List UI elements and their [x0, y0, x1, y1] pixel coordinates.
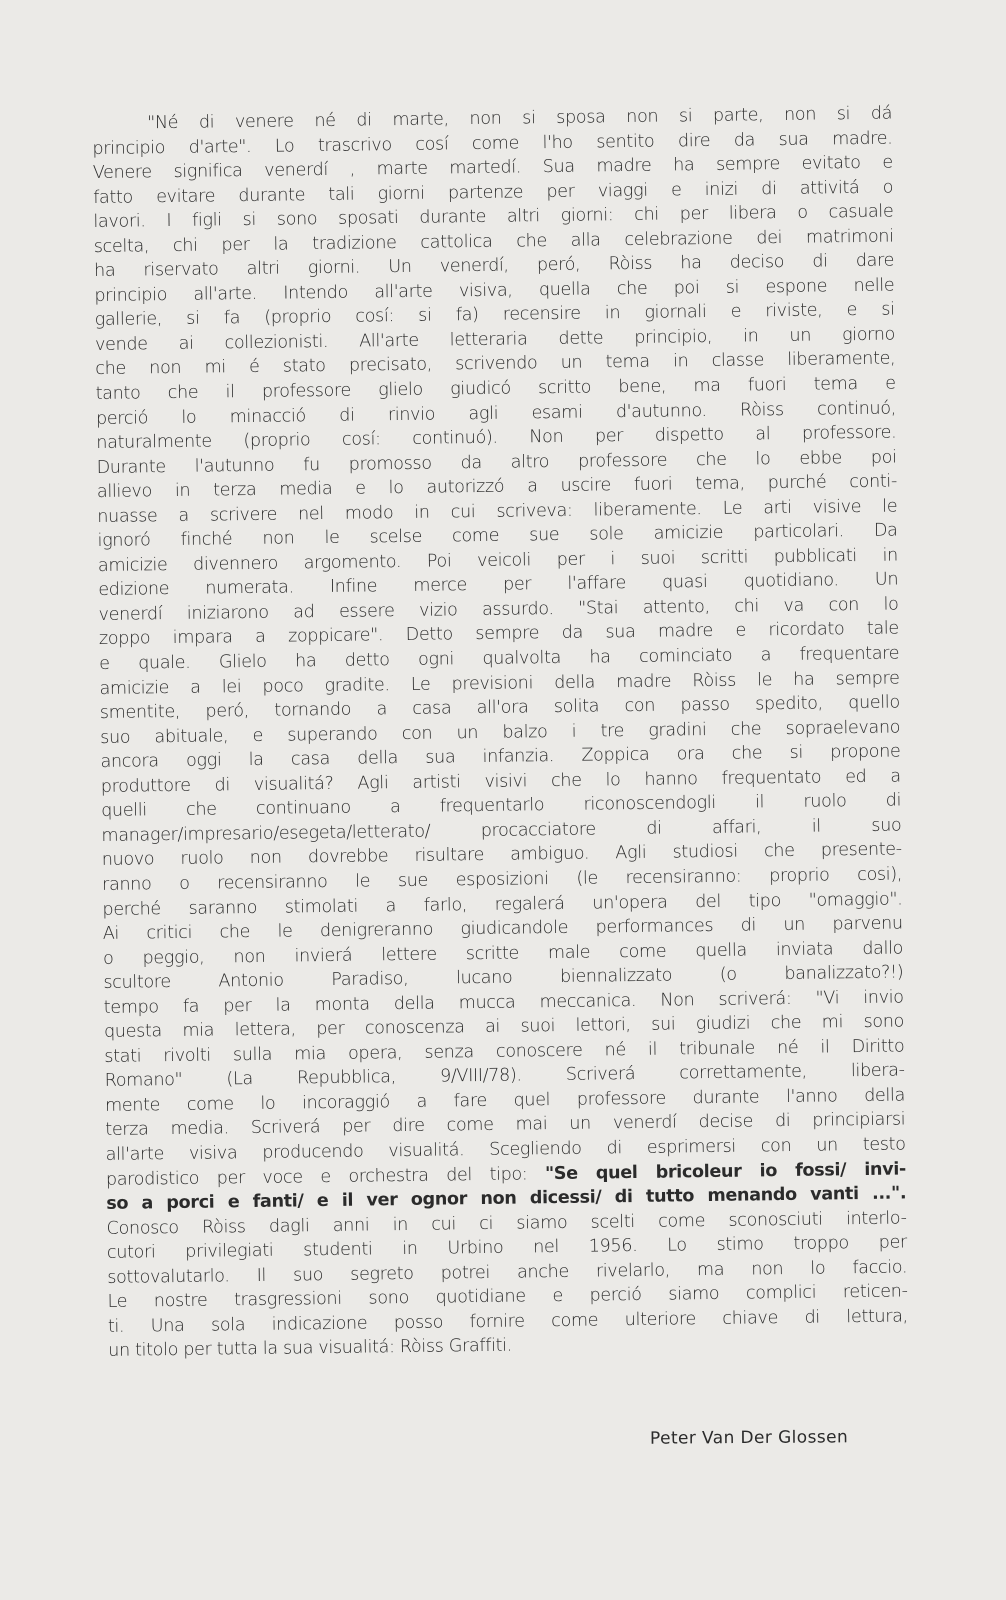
text-line: Venere significa venerdí , marte martedí. Sua madre ha sempre evitato e: [92, 152, 893, 184]
text-line: lavori. I figli si sono sposati durante altri giorni: chi per libera o casuale: [93, 201, 894, 233]
essay-body: [92, 102, 908, 1364]
bold-quote: "Se quel bricoleur io fossi/ invi-: [544, 1158, 907, 1184]
text-line: scultore Antonio Paradiso, lucano biennalizzato (o banalizzato?!): [103, 962, 904, 994]
text-line: edizione numerata. Infine merce per l'affare quasi quotidiano. Un: [98, 569, 899, 601]
text-line: Romano" (La Repubblica, 9/VIII/78). Scriverá correttamente, libera-: [104, 1060, 905, 1092]
text-line: ancora oggi la casa della sua infanzia. Zoppica ora che si propone: [100, 741, 901, 773]
text-line: fatto evitare durante tali giorni partenze per viaggi e inizi di attivitá o: [92, 177, 894, 208]
text-line: stati rivolti sulla mia opera, senza conoscere né il tribunale né il Diritto: [104, 1036, 905, 1067]
text-line: perció lo minacció di rinvio agli esami d'autunno. Ròiss continuó,: [95, 398, 897, 429]
text-line: perché saranno stimolati a farlo, regalerá un'opera del tipo "omaggio".: [102, 888, 903, 920]
text-line: Ai critici che le denigreranno giudicandole performances di un parvenu: [102, 913, 903, 944]
text-line: zoppo impara a zoppicare". Detto sempre da sua madre e ricordato tale: [98, 618, 899, 650]
text-line: venerdí iniziarono ad essere vizio assurdo. "Stai attento, chi va con lo: [98, 594, 899, 625]
text-line: ranno o recensiranno le sue esposizioni (le recensiranno: proprio cosi),: [101, 864, 903, 895]
text-line: amicizie a lei poco gradite. Le previsioni della madre Ròiss le ha sempre: [99, 668, 900, 699]
text-fragment: parodistico per voce e orchestra del tipo:: [105, 1163, 546, 1190]
text-line: Durante l'autunno fu promosso da altro professore che lo ebbe poi: [96, 447, 897, 478]
text-line: che non mi é stato precisato, scrivendo un tema in classe liberamente,: [95, 348, 896, 380]
text-line: o peggio, non invierá lettere scritte male come quella inviata dallo: [102, 938, 904, 969]
text-line: allievo in terza media e lo autorizzó a uscire fuori tema, purché conti-: [96, 471, 898, 503]
text-line: mente come lo incoraggió a fare quel professore durante l'anno della: [104, 1085, 906, 1116]
text-line: amicizie divennero argomento. Poi veicoli per i suoi scritti pubblicati in: [97, 545, 899, 576]
text-line: principio d'arte". Lo trascrivo cosí come l'ho sentito dire da sua madre.: [92, 128, 893, 159]
text-line: questa mia lettera, per conoscenza ai suoi lettori, sui giudizi che mi sono: [103, 1011, 905, 1043]
text-line: manager/impresario/esegeta/letterato/ procacciatore di affari, il suo: [101, 815, 902, 846]
text-line: principio all'arte. Intendo all'arte visiva, quella che poi si espone nelle: [94, 275, 895, 306]
text-line: suo abituale, e superando con un balzo i tre gradini che sopraelevano: [100, 717, 901, 748]
text-line: quelli che continuano a frequentarlo riconoscendogli il ruolo di: [101, 790, 902, 822]
text-line: Le nostre trasgressioni sono quotidiane e perció siamo complici reticen-: [107, 1281, 908, 1313]
text-line: naturalmente (proprio cosí: continuó). Non per dispetto al professore.: [96, 422, 897, 454]
author-signature: Peter Van Der Glossen: [649, 1427, 849, 1449]
text-line: ignoró finché non le scelse come sue sole amicizie particolari. Da: [97, 520, 898, 552]
text-line: nuovo ruolo non dovrebbe risultare ambiguo. Agli studiosi che presente-: [101, 839, 902, 871]
text-line: all'arte visiva producendo visualitá. Scegliendo di esprimersi con un testo: [105, 1134, 906, 1165]
text-line: produttore di visualitá? Agli artisti visivi che lo hanno frequentato ed a: [100, 766, 901, 797]
text-line: terza media. Scriverá per dire come mai un venerdí decise di principiarsi: [105, 1109, 906, 1141]
text-fragment: di tutto menando vanti ...".: [601, 1183, 907, 1208]
text-line: ti. Una sola indicazione posso fornire come ulteriore chiave di lettura,: [107, 1306, 908, 1337]
text-line: smentite, peró, tornando a casa all'ora solita con passo spedito, quello: [99, 692, 900, 724]
text-line: cutori privilegiati studenti in Urbino nel 1956. Lo stimo troppo per: [106, 1232, 907, 1264]
text-line: "Né di venere né di marte, non si sposa non si parte, non si dá: [147, 103, 893, 134]
text-line: tanto che il professore glielo giudicó scritto bene, ma fuori tema e: [95, 373, 896, 404]
text-line: vende ai collezionisti. All'arte letteraria dette principio, in un giorno: [94, 324, 896, 355]
bold-quote: so a porci e fanti/ e il ver ognor non dicessi/: [106, 1187, 602, 1214]
text-line: ha riservato altri giorni. Un venerdí, peró, Ròiss ha deciso di dare: [93, 250, 895, 282]
text-line: gallerie, si fa (proprio cosí: si fa) recensire in giornali e riviste, e si: [94, 299, 895, 331]
text-line: nuasse a scrivere nel modo in cui scriveva: liberamente. Le arti visive le: [97, 496, 898, 527]
text-line: sottovalutarlo. Il suo segreto potrei anche rivelarlo, ma non lo faccio.: [107, 1257, 908, 1288]
text-line: scelta, chi per la tradizione cattolica che alla celebrazione dei matrimoni: [93, 226, 894, 257]
text-line: tempo fa per la monta della mucca meccanica. Non scriverá: "Vi invio: [103, 987, 904, 1018]
text-line: un titolo per tutta la sua visualitá: Ròiss Graffiti.: [108, 1335, 513, 1362]
text-line: e quale. Glielo ha detto ogni qualvolta ha cominciato a frequentare: [99, 643, 900, 674]
text-line: Conosco Ròiss dagli anni in cui ci siamo scelti come sconosciuti interlo-: [106, 1208, 907, 1239]
